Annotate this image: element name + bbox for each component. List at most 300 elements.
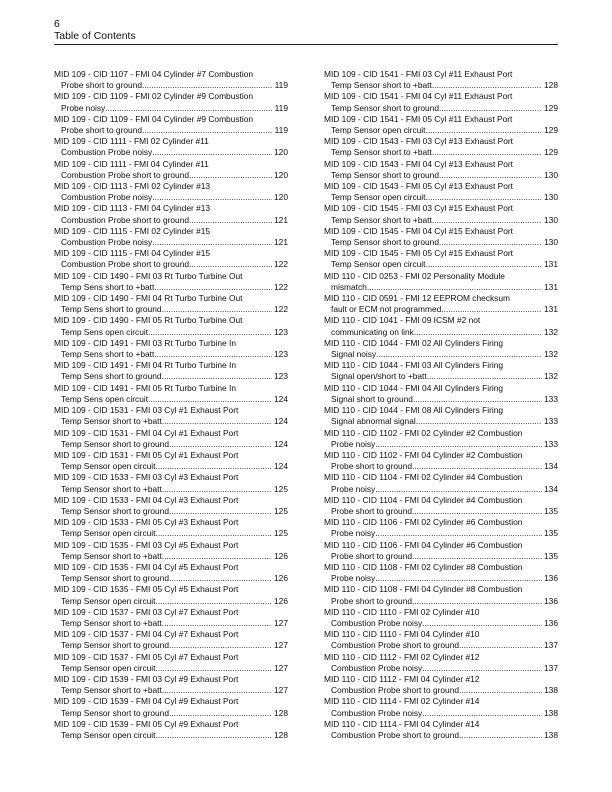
toc-entry-detail: mismatch [331, 281, 367, 292]
toc-entry-heading: MID 109 - CID 1537 - FMI 03 Cyl #7 Exhaust Port [54, 606, 239, 617]
dot-leader [154, 349, 272, 360]
toc-entry[interactable] [324, 226, 558, 248]
toc-entry-detail-line [54, 484, 288, 495]
toc-entry[interactable] [54, 338, 288, 360]
toc-page-number: 136 [544, 617, 558, 628]
toc-entry[interactable] [324, 136, 558, 158]
toc-entry-heading: MID 109 - CID 1541 - FMI 03 Cyl #11 Exhaust Port [324, 69, 513, 79]
toc-entry-detail: Temp Sensor short to ground [61, 438, 170, 449]
toc-entry-heading: MID 109 - CID 1539 - FMI 04 Cyl #9 Exhaust Port [54, 696, 239, 707]
toc-page-number: 124 [274, 393, 288, 404]
toc-entry[interactable] [324, 696, 558, 718]
toc-entry-heading: MID 110 - CID 1110 - FMI 04 Cylinder #10 [324, 629, 480, 640]
toc-entry-detail: Temp Sensor short to ground [331, 169, 440, 180]
toc-entry-detail: Temp Sensor short to +batt [61, 483, 162, 494]
toc-entry-detail: Probe short to ground [331, 505, 413, 516]
dot-leader [432, 215, 542, 226]
toc-page-number: 129 [544, 102, 558, 113]
toc-entry-heading: MID 109 - CID 1535 - FMI 03 Cyl #5 Exhaust Port [54, 539, 239, 550]
toc-entry-detail-line [324, 192, 558, 203]
toc-entry[interactable] [324, 517, 558, 539]
toc-entry-detail-line [324, 618, 558, 629]
toc-entry-detail: Temp Sensor short to ground [61, 505, 170, 516]
dot-leader [142, 125, 273, 136]
toc-entry-detail-line [54, 215, 288, 226]
toc-entry-heading: MID 109 - CID 1541 - FMI 05 Cyl #11 Exhaust Port [324, 113, 513, 124]
toc-entry-heading: MID 110 - CID 1108 - FMI 02 Cylinder #8 Combustion [324, 561, 523, 572]
toc-entry-heading: MID 109 - CID 1491 - FMI 04 Rt Turbo Turbine In [54, 360, 236, 371]
toc-entry-detail: Probe short to ground [331, 461, 413, 472]
toc-entry[interactable] [324, 674, 558, 696]
toc-entry-detail-line [54, 439, 288, 450]
toc-entry[interactable] [324, 428, 558, 450]
toc-page-number: 126 [274, 595, 288, 606]
toc-entry-detail-line [54, 237, 288, 248]
toc-entry-detail-line [54, 282, 288, 293]
toc-entry-detail-line [324, 528, 558, 539]
toc-entry-detail-line [324, 394, 558, 405]
toc-entry-detail-line [324, 349, 558, 360]
toc-entry-detail: Probe short to ground [331, 595, 413, 606]
toc-page-number: 132 [544, 326, 558, 337]
toc-page-number: 124 [274, 461, 288, 472]
toc-entry-detail-line [324, 439, 558, 450]
toc-entry-detail-line [324, 80, 558, 91]
dot-leader [148, 327, 272, 338]
toc-entry[interactable] [324, 293, 558, 315]
toc-entry[interactable] [54, 540, 288, 562]
toc-entry-detail-line [324, 125, 558, 136]
dot-leader [156, 596, 273, 607]
toc-entry-detail-line [54, 461, 288, 472]
toc-entry-detail: Probe short to ground [61, 125, 143, 136]
toc-entry-detail-line [54, 304, 288, 315]
toc-entry-heading: MID 109 - CID 1533 - FMI 05 Cyl #3 Exhaust Port [54, 517, 239, 528]
toc-entry-detail-line [324, 237, 558, 248]
toc-entry[interactable] [324, 540, 558, 562]
toc-entry[interactable] [54, 584, 288, 606]
toc-page-number: 121 [274, 237, 288, 248]
toc-entry-detail: Temp Sens short to ground [61, 371, 162, 382]
dot-leader [441, 304, 542, 315]
toc-entry-detail-line [324, 147, 558, 158]
toc-entry-detail-line [324, 170, 558, 181]
dot-leader [152, 147, 272, 158]
toc-entry-heading: MID 109 - CID 1490 - FMI 03 Rt Turbo Turbine Out [54, 270, 243, 281]
dot-leader [156, 461, 273, 472]
dot-leader [375, 484, 542, 495]
toc-page-number: 127 [274, 685, 288, 696]
toc-entry-detail-line [54, 573, 288, 584]
toc-entry[interactable] [324, 91, 558, 113]
toc-page-number: 129 [544, 125, 558, 136]
toc-entry-heading: MID 109 - CID 1491 - FMI 03 Rt Turbo Turbine In [54, 337, 236, 348]
toc-entry-detail-line [54, 170, 288, 181]
toc-entry-heading: MID 109 - CID 1539 - FMI 03 Cyl #9 Exhaust Port [54, 673, 239, 684]
toc-entry-detail-line [324, 708, 558, 719]
toc-entry[interactable] [54, 562, 288, 584]
toc-entry-detail: Probe noisy [331, 528, 376, 539]
toc-entry-detail-line [54, 192, 288, 203]
toc-entry-detail-line [324, 103, 558, 114]
toc-entry[interactable] [324, 315, 558, 337]
toc-entry-detail-line [54, 416, 288, 427]
toc-page-number: 130 [544, 237, 558, 248]
toc-entry-detail: Combustion Probe short to ground [331, 685, 460, 696]
dot-leader [189, 259, 272, 270]
toc-entry[interactable] [54, 159, 288, 181]
dot-leader [152, 237, 272, 248]
toc-entry-heading: MID 110 - CID 1041 - FMI 09 ICSM #2 not [324, 315, 481, 326]
toc-entry[interactable] [54, 517, 288, 539]
toc-page-number: 134 [544, 461, 558, 472]
toc-entry[interactable] [324, 607, 558, 629]
dot-leader [439, 170, 542, 181]
toc-entry[interactable] [54, 69, 288, 91]
toc-page-number: 124 [274, 416, 288, 427]
toc-entry-detail-line [54, 103, 288, 114]
dot-leader [432, 147, 542, 158]
toc-entry[interactable] [54, 383, 288, 405]
toc-entry[interactable] [54, 472, 288, 494]
toc-page-number: 135 [544, 528, 558, 539]
toc-entry-detail: Combustion Probe short to ground [61, 169, 190, 180]
dot-leader [162, 304, 272, 315]
toc-entry-detail-line [324, 663, 558, 674]
dot-leader [367, 282, 542, 293]
page-header [54, 18, 558, 42]
toc-entry-heading: MID 109 - CID 1533 - FMI 04 Cyl #3 Exhaust Port [54, 494, 239, 505]
dot-leader [439, 103, 542, 114]
toc-entry-heading: MID 110 - CID 1110 - FMI 02 Cylinder #10 [324, 606, 480, 617]
toc-entry-detail-line [324, 259, 558, 270]
toc-entry[interactable] [324, 405, 558, 427]
toc-entry-detail: Temp Sensor short to +batt [331, 80, 432, 91]
toc-entry-detail-line [324, 730, 558, 741]
toc-entry-heading: MID 109 - CID 1535 - FMI 05 Cyl #5 Exhaust Port [54, 584, 239, 595]
dot-leader [169, 708, 272, 719]
toc-page-number: 119 [274, 125, 288, 136]
dot-leader [154, 282, 272, 293]
toc-page-number: 136 [544, 595, 558, 606]
toc-entry-heading: MID 110 - CID 1044 - FMI 03 All Cylinders Firing [324, 360, 504, 371]
toc-entry-detail: Combustion Probe noisy [61, 237, 153, 248]
toc-entry-detail: Signal short to ground [331, 393, 413, 404]
toc-entry-detail: Temp Sens open circuit [61, 326, 149, 337]
toc-entry-heading: MID 109 - CID 1543 - FMI 05 Cyl #13 Exhaust Port [324, 181, 513, 192]
toc-entry[interactable] [324, 562, 558, 584]
toc-entry-heading: MID 109 - CID 1543 - FMI 03 Cyl #13 Exhaust Port [324, 136, 513, 147]
toc-entry-detail: Temp Sensor short to +batt [331, 214, 432, 225]
dot-leader [412, 506, 542, 517]
toc-entry-heading: MID 109 - CID 1539 - FMI 05 Cyl #9 Exhaust Port [54, 718, 239, 729]
toc-page-number: 133 [544, 416, 558, 427]
toc-entry[interactable] [54, 696, 288, 718]
dot-leader [162, 685, 272, 696]
toc-entry-detail-line [324, 640, 558, 651]
header-divider [54, 44, 558, 45]
toc-entry-heading: MID 109 - CID 1541 - FMI 04 Cyl #11 Exhaust Port [324, 91, 513, 102]
dot-leader [152, 192, 272, 203]
toc-entry[interactable] [54, 360, 288, 382]
toc-entry-detail-line [324, 596, 558, 607]
toc-page-number: 132 [544, 371, 558, 382]
toc-entry-detail-line [324, 371, 558, 382]
toc-entry-detail-line [324, 461, 558, 472]
toc-page-number: 130 [544, 214, 558, 225]
toc-entry-heading: MID 109 - CID 1113 - FMI 04 Cylinder #13 [54, 203, 211, 214]
dot-leader [375, 573, 542, 584]
toc-entry-detail-line [54, 80, 288, 91]
toc-page-number: 120 [274, 192, 288, 203]
toc-entry-heading: MID 109 - CID 1109 - FMI 02 Cylinder #9 Combustion [54, 91, 254, 102]
toc-entry-detail: Signal abnormal signal [331, 416, 416, 427]
toc-entry-detail: Temp Sensor short to ground [61, 573, 170, 584]
toc-entry-heading: MID 110 - CID 1108 - FMI 04 Cylinder #8 Combustion [324, 584, 523, 595]
toc-entry-detail: Temp Sensor short to +batt [61, 550, 162, 561]
toc-entry-detail-line [324, 215, 558, 226]
toc-page-number: 136 [544, 573, 558, 584]
toc-page-number: 123 [274, 371, 288, 382]
dot-leader [413, 394, 542, 405]
toc-entry[interactable] [324, 338, 558, 360]
toc-entry-detail: Combustion Probe noisy [61, 192, 153, 203]
toc-entry[interactable] [54, 136, 288, 158]
toc-entry-detail-line [324, 551, 558, 562]
toc-entry[interactable] [324, 181, 558, 203]
toc-entry-detail: Temp Sensor open circuit [61, 729, 156, 740]
toc-entry-heading: MID 110 - CID 0591 - FMI 12 EEPROM checksum [324, 293, 511, 304]
toc-entry-detail: Temp Sensor short to ground [331, 102, 440, 113]
toc-entry[interactable] [54, 607, 288, 629]
toc-entry-heading: MID 109 - CID 1490 - FMI 04 Rt Turbo Turbine Out [54, 293, 243, 304]
dot-leader [162, 618, 272, 629]
toc-entry[interactable] [54, 450, 288, 472]
dot-leader [162, 371, 272, 382]
toc-entry-detail: Probe short to ground [61, 80, 143, 91]
dot-leader [416, 416, 542, 427]
toc-entry[interactable] [324, 652, 558, 674]
toc-entry-heading: MID 109 - CID 1115 - FMI 02 Cylinder #15 [54, 225, 211, 236]
toc-column-right [324, 69, 558, 741]
toc-entry-detail-line [54, 708, 288, 719]
toc-entry-detail: Temp Sensor short to +batt [61, 617, 162, 628]
toc-entry-heading: MID 109 - CID 1115 - FMI 04 Cylinder #15 [54, 248, 211, 259]
toc-entry-detail-line [324, 685, 558, 696]
toc-entry[interactable] [54, 405, 288, 427]
dot-leader [162, 416, 272, 427]
dot-leader [169, 573, 272, 584]
dot-leader [432, 80, 542, 91]
toc-entry[interactable] [54, 315, 288, 337]
dot-leader [459, 640, 542, 651]
toc-entry[interactable] [324, 203, 558, 225]
toc-page-number: 119 [274, 102, 288, 113]
toc-page-number: 137 [544, 662, 558, 673]
toc-entry-heading: MID 110 - CID 1114 - FMI 04 Cylinder #14 [324, 718, 480, 729]
toc-entry-detail: Temp Sensor open circuit [331, 192, 426, 203]
toc-entry-heading: MID 109 - CID 1537 - FMI 05 Cyl #7 Exhaust Port [54, 651, 239, 662]
toc-entry[interactable] [324, 69, 558, 91]
toc-page-number: 130 [544, 169, 558, 180]
toc-entry-detail: Probe noisy [331, 438, 376, 449]
dot-leader [426, 125, 543, 136]
toc-page-number: 119 [274, 80, 288, 91]
dot-leader [459, 730, 542, 741]
toc-entry-detail-line [324, 282, 558, 293]
toc-entry-detail-line [54, 596, 288, 607]
toc-entry-detail: Combustion Probe noisy [331, 707, 423, 718]
toc-entry[interactable] [54, 652, 288, 674]
toc-page-number: 123 [274, 349, 288, 360]
toc-entry[interactable] [54, 203, 288, 225]
toc-entry-detail-line [54, 125, 288, 136]
toc-entry[interactable] [54, 114, 288, 136]
toc-page-number: 120 [274, 169, 288, 180]
toc-page-number: 133 [544, 393, 558, 404]
toc-entry-detail-line [324, 573, 558, 584]
toc-entry[interactable] [54, 248, 288, 270]
toc-entry[interactable] [54, 181, 288, 203]
toc-entry-heading: MID 109 - CID 1490 - FMI 05 Rt Turbo Turbine Out [54, 315, 243, 326]
dot-leader [375, 439, 542, 450]
toc-entry-detail: Combustion Probe short to ground [61, 259, 190, 270]
toc-entry[interactable] [324, 584, 558, 606]
page-number: 6 [54, 18, 60, 30]
toc-page-number: 135 [544, 505, 558, 516]
toc-entry[interactable] [54, 674, 288, 696]
toc-entry[interactable] [324, 472, 558, 494]
dot-leader [422, 663, 542, 674]
toc-page-number: 127 [274, 640, 288, 651]
dot-leader [412, 596, 542, 607]
dot-leader [156, 663, 273, 674]
toc-entry-detail-line [54, 327, 288, 338]
toc-entry-detail: Temp Sensor open circuit [331, 259, 426, 270]
toc-entry[interactable] [54, 293, 288, 315]
toc-entry-detail: Temp Sensor open circuit [61, 461, 156, 472]
dot-leader [169, 506, 272, 517]
toc-entry-heading: MID 109 - CID 1531 - FMI 05 Cyl #1 Exhaust Port [54, 449, 239, 460]
toc-entry-heading: MID 110 - CID 1106 - FMI 04 Cylinder #6 Combustion [324, 539, 523, 550]
toc-entry-detail: fault or ECM not programmed [331, 304, 442, 315]
dot-leader [375, 528, 542, 539]
toc-page-number: 122 [274, 281, 288, 292]
toc-entry-heading: MID 109 - CID 1491 - FMI 05 Rt Turbo Turbine In [54, 382, 236, 393]
toc-page-number: 129 [544, 147, 558, 158]
toc-entry-detail: Temp Sensor open circuit [61, 662, 156, 673]
toc-entry-detail: Temp Sensor open circuit [61, 595, 156, 606]
dot-leader [422, 618, 542, 629]
toc-page-number: 122 [274, 259, 288, 270]
dot-leader [105, 103, 272, 114]
toc-entry[interactable] [54, 495, 288, 517]
toc-column-left [54, 69, 288, 741]
toc-entry-heading: MID 110 - CID 1112 - FMI 04 Cylinder #12 [324, 673, 480, 684]
toc-entry[interactable] [54, 428, 288, 450]
toc-entry-heading: MID 110 - CID 0253 - FMI 02 Personality Module [324, 270, 505, 281]
toc-page-number: 127 [274, 617, 288, 628]
toc-entry-detail-line [324, 304, 558, 315]
toc-page-number: 124 [274, 438, 288, 449]
toc-entry-detail: Combustion Probe noisy [331, 617, 423, 628]
toc-entry-detail: Temp Sensor short to +batt [331, 147, 432, 158]
toc-entry-heading: MID 109 - CID 1107 - FMI 04 Cylinder #7 Combustion [54, 69, 254, 79]
toc-entry-detail: Temp Sensor short to ground [331, 237, 440, 248]
toc-entry[interactable] [324, 114, 558, 136]
dot-leader [142, 80, 273, 91]
dot-leader [439, 237, 542, 248]
toc-entry-detail: Probe noisy [61, 102, 106, 113]
toc-entry[interactable] [54, 719, 288, 741]
toc-page-number: 123 [274, 326, 288, 337]
toc-entry-detail-line [54, 618, 288, 629]
toc-entry-detail: Temp Sens open circuit [61, 393, 149, 404]
toc-entry-detail-line [54, 371, 288, 382]
toc-entry-detail: Signal open/short to +batt [331, 371, 427, 382]
dot-leader [162, 551, 272, 562]
toc-entry-detail: Temp Sens short to +batt [61, 349, 155, 360]
toc-entry[interactable] [324, 495, 558, 517]
toc-entry[interactable] [324, 629, 558, 651]
toc-entry-detail-line [54, 640, 288, 651]
toc-entry-detail: Temp Sensor open circuit [331, 125, 426, 136]
toc-entry-detail-line [54, 730, 288, 741]
dot-leader [426, 259, 543, 270]
toc-entry[interactable] [324, 719, 558, 741]
toc-page-number: 125 [274, 505, 288, 516]
toc-entry[interactable] [54, 271, 288, 293]
toc-entry-detail-line [54, 685, 288, 696]
toc-entry-heading: MID 109 - CID 1109 - FMI 04 Cylinder #9 Combustion [54, 113, 254, 124]
dot-leader [156, 528, 273, 539]
toc-entry[interactable] [324, 159, 558, 181]
toc-entry[interactable] [54, 629, 288, 651]
toc-page-number: 130 [544, 192, 558, 203]
toc-entry-heading: MID 109 - CID 1111 - FMI 04 Cylinder #11 [54, 158, 209, 169]
toc-entry-detail: Combustion Probe short to ground [331, 640, 460, 651]
toc-page-number: 128 [274, 729, 288, 740]
dot-leader [422, 708, 542, 719]
toc-entry-detail: Combustion Probe noisy [331, 662, 423, 673]
toc-entry-heading: MID 110 - CID 1104 - FMI 04 Cylinder #4 Combustion [324, 494, 523, 505]
toc-entry-detail-line [324, 484, 558, 495]
toc-entry-detail-line [54, 506, 288, 517]
toc-entry-detail: Temp Sensor short to ground [61, 707, 170, 718]
toc-entry[interactable] [324, 248, 558, 270]
toc-entry-detail: Temp Sens short to ground [61, 304, 162, 315]
toc-entry[interactable] [324, 450, 558, 472]
toc-entry[interactable] [324, 360, 558, 382]
dot-leader [412, 551, 542, 562]
toc-page-number: 121 [274, 214, 288, 225]
toc-page-number: 128 [544, 80, 558, 91]
toc-entry-heading: MID 110 - CID 1114 - FMI 02 Cylinder #14 [324, 696, 480, 707]
toc-entry-heading: MID 109 - CID 1533 - FMI 03 Cyl #3 Exhaust Port [54, 472, 239, 483]
toc-entry[interactable] [324, 271, 558, 293]
dot-leader [169, 439, 272, 450]
toc-entry-heading: MID 110 - CID 1106 - FMI 02 Cylinder #6 Combustion [324, 517, 523, 528]
dot-leader [459, 685, 542, 696]
toc-entry-detail: Combustion Probe short to ground [61, 214, 190, 225]
toc-entry[interactable] [324, 383, 558, 405]
dot-leader [189, 215, 272, 226]
toc-page-number: 125 [274, 528, 288, 539]
toc-entry-detail-line [54, 663, 288, 674]
toc-entry-heading: MID 109 - CID 1545 - FMI 04 Cyl #15 Exhaust Port [324, 225, 513, 236]
toc-entry[interactable] [54, 226, 288, 248]
toc-entry[interactable] [54, 91, 288, 113]
